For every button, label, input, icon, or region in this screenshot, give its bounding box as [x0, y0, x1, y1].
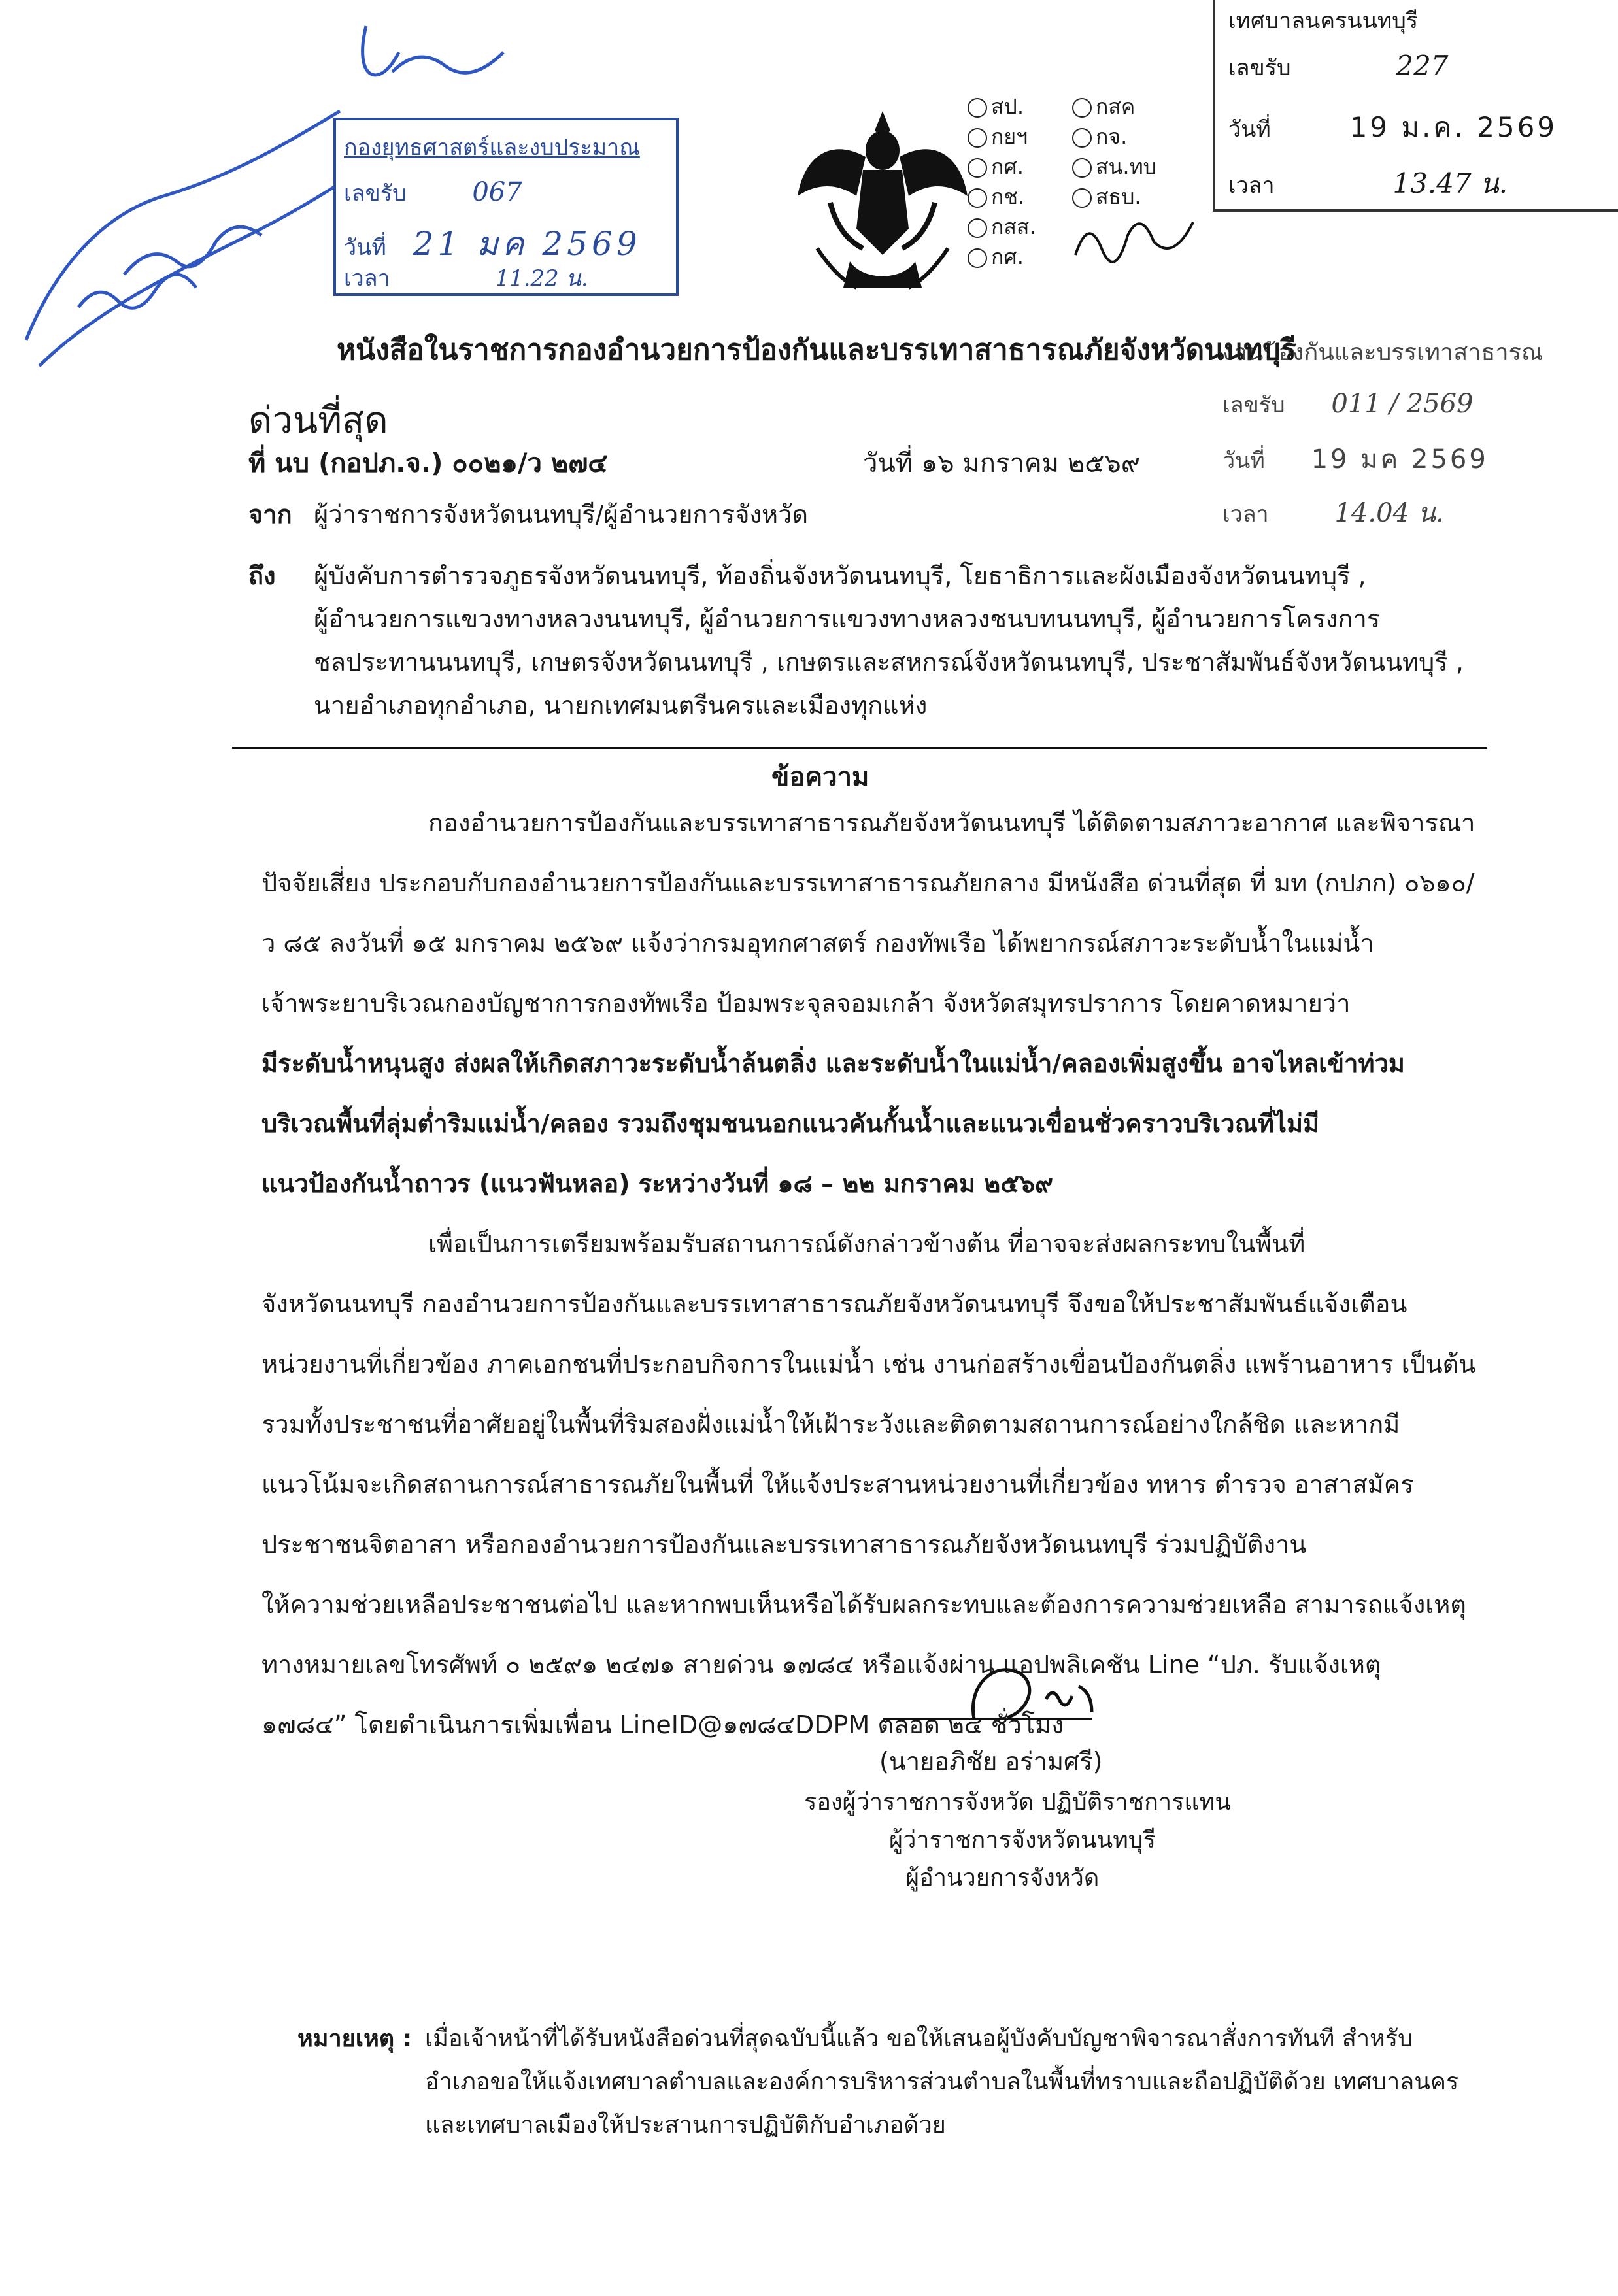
paragraph-1-line: บริเวณพื้นที่ลุ่มต่ำริมแม่น้ำ/คลอง รวมถึงชุมชนนอกแนวคันกั้นน้ำและแนวเขื่อนชั่วคราวบริเวณที่ไม่มี	[261, 1109, 1320, 1138]
routing-item: สน.ทบ	[1096, 154, 1156, 179]
budget-stamp-date-value: 21 มค 2569	[413, 225, 641, 263]
routing-item: สธบ.	[1096, 184, 1141, 209]
signer-position: รองผู้ว่าราชการจังหวัด ปฏิบัติราชการแทน	[804, 1789, 1231, 1816]
municipality-stamp-number-value: 227	[1396, 50, 1449, 82]
from-value: ผู้ว่าราชการจังหวัดนนทบุรี/ผู้อำนวยการจังหวัด	[314, 500, 809, 529]
urgency-label: ด่วนที่สุด	[248, 399, 388, 442]
checkbox-icon[interactable]	[968, 158, 987, 178]
municipality-stamp-number-label: เลขรับ	[1228, 55, 1291, 81]
paragraph-2-line: ทางหมายเลขโทรศัพท์ ๐ ๒๕๙๑ ๒๔๗๑ สายด่วน ๑๗๘๔ หรือแจ้งผ่าน แอปพลิเคชัน Line “ปภ. รับแจ้งเหตุ	[261, 1650, 1381, 1679]
note-line: เมื่อเจ้าหน้าที่ได้รับหนังสือด่วนที่สุดฉบับนี้แล้ว ขอให้เสนอผู้บังคับบัญชาพิจารณาสั่งการทันที สำหรับ	[425, 2025, 1413, 2052]
paragraph-1-line: ปัจจัยเสี่ยง ประกอบกับกองอำนวยการป้องกันและบรรเทาสาธารณภัยกลาง มีหนังสือ ด่วนที่สุด ที่ มท (กปภก) ๐๖๑๐/	[261, 869, 1475, 897]
checkbox-icon[interactable]	[1072, 188, 1092, 208]
routing-checklist	[968, 92, 1216, 288]
paragraph-2-line: จังหวัดนนทบุรี กองอำนวยการป้องกันและบรรเทาสาธารณภัยจังหวัดนนทบุรี จึงขอให้ประชาสัมพันธ์แจ้งเตือน	[261, 1289, 1407, 1318]
reference-number: ที่ นบ (กอปภ.จ.) ๐๐๒๑/ว ๒๗๔	[248, 448, 608, 478]
checkbox-icon[interactable]	[1072, 128, 1092, 148]
paragraph-1-line: ว ๘๕ ลงวันที่ ๑๕ มกราคม ๒๕๖๙ แจ้งว่ากรมอุทกศาสตร์ กองทัพเรือ ได้พยากรณ์สภาวะระดับน้ำในแม่น้ำ	[261, 929, 1374, 957]
paragraph-2-line: แนวโน้มจะเกิดสถานการณ์สาธารณภัยในพื้นที่ ให้แจ้งประสานหน่วยงานที่เกี่ยวข้อง ทหาร ตำรวจ อาสาสมัคร	[261, 1470, 1414, 1499]
paragraph-2-line: หน่วยงานที่เกี่ยวข้อง ภาคเอกชนที่ประกอบกิจการในแม่น้ำ เช่น งานก่อสร้างเขื่อนป้องกันตลิ่ง แพร้านอาหาร เป็นต้น	[261, 1350, 1476, 1378]
paragraph-2-line: เพื่อเป็นการเตรียมพร้อมรับสถานการณ์ดังกล่าวข้างต้น ที่อาจจะส่งผลกระทบในพื้นที่	[428, 1229, 1306, 1258]
disaster-stamp-time-value: 14.04 น.	[1334, 498, 1444, 528]
routing-item: สป.	[991, 94, 1024, 119]
document-date: วันที่ ๑๖ มกราคม ๒๕๖๙	[863, 448, 1141, 478]
disaster-stamp-number-value: 011 / 2569	[1331, 389, 1474, 419]
disaster-stamp-number-label: เลขรับ	[1222, 392, 1285, 418]
paragraph-2-line: รวมทั้งประชาชนที่อาศัยอยู่ในพื้นที่ริมสองฝั่งแม่น้ำให้เฝ้าระวังและติดตามสถานการณ์อย่างใกล้ชิด และหากมี	[261, 1410, 1400, 1439]
checkbox-icon[interactable]	[968, 128, 987, 148]
routing-item: กจ.	[1096, 124, 1128, 149]
signer-position: ผู้อำนวยการจังหวัด	[905, 1865, 1100, 1891]
municipality-stamp	[1213, 0, 1618, 212]
paragraph-1-line: เจ้าพระยาบริเวณกองบัญชาการกองทัพเรือ ป้อมพระจุลจอมเกล้า จังหวัดสมุทรปราการ โดยคาดหมายว่า	[261, 989, 1351, 1018]
note-label: หมายเหตุ :	[297, 2025, 413, 2052]
checkbox-icon[interactable]	[968, 98, 987, 118]
paragraph-1-line: กองอำนวยการป้องกันและบรรเทาสาธารณภัยจังหวัดนนทบุรี ได้ติดตามสภาวะอากาศ และพิจารณา	[428, 808, 1475, 837]
note-line: อำเภอขอให้แจ้งเทศบาลตำบลและองค์การบริหารส่วนตำบลในพื้นที่ทราบและถือปฏิบัติด้วย เทศบาลนคร	[425, 2069, 1459, 2095]
budget-stamp-number-value: 067	[472, 177, 522, 207]
routing-item: กสค	[1096, 94, 1136, 119]
to-line: ผู้บังคับการตำรวจภูธรจังหวัดนนทบุรี, ท้องถิ่นจังหวัดนนทบุรี, โยธาธิการและผังเมืองจังหวัดนนทบุรี ,	[314, 561, 1366, 590]
budget-stamp	[333, 118, 679, 296]
municipality-stamp-time-label: เวลา	[1228, 173, 1275, 199]
paragraph-2-line: ๑๗๘๔” โดยดำเนินการเพิ่มเพื่อน LineID@๑๗๘๔DDPM ตลอด ๒๔ ชั่วโมง	[261, 1710, 1064, 1739]
paragraph-2-line: ประชาชนจิตอาสา หรือกองอำนวยการป้องกันและบรรเทาสาธารณภัยจังหวัดนนทบุรี ร่วมปฏิบัติงาน	[261, 1530, 1307, 1559]
note-line: และเทศบาลเมืองให้ประสานการปฏิบัติกับอำเภอด้วย	[425, 2112, 946, 2138]
budget-stamp-title: กองยุทธศาสตร์และงบประมาณ	[344, 135, 640, 161]
paragraph-1-line: แนวป้องกันน้ำถาวร (แนวฟันหลอ) ระหว่างวันที่ ๑๘ – ๒๒ มกราคม ๒๕๖๙	[261, 1169, 1053, 1198]
to-label: ถึง	[248, 561, 276, 590]
checkbox-icon[interactable]	[968, 188, 987, 208]
signer-name: (นายอภิชัย อร่ามศรี)	[879, 1747, 1103, 1776]
disaster-stamp-title: งานป้องกันและบรรเทาสาธารณ	[1222, 339, 1543, 366]
to-line: นายอำเภอทุกอำเภอ, นายกเทศมนตรีนครและเมืองทุกแห่ง	[314, 691, 928, 720]
document-heading: หนังสือในราชการกองอำนวยการป้องกันและบรรเทาสาธารณภัยจังหวัดนนทบุรี	[337, 333, 1296, 367]
budget-stamp-date-label: วันที่	[344, 235, 386, 261]
paragraph-2-line: ให้ความช่วยเหลือประชาชนต่อไป และหากพบเห็นหรือได้รับผลกระทบและต้องการความช่วยเหลือ สามารถแจ้งเหตุ	[261, 1590, 1466, 1619]
municipality-stamp-date-value: 19 ม.ค. 2569	[1349, 111, 1558, 143]
municipality-stamp-date-label: วันที่	[1228, 116, 1271, 142]
header-divider	[232, 747, 1487, 749]
routing-item: กช.	[991, 184, 1025, 209]
budget-stamp-time-label: เวลา	[344, 265, 390, 291]
disaster-stamp-time-label: เวลา	[1222, 501, 1269, 527]
checkbox-icon[interactable]	[1072, 158, 1092, 178]
signature	[876, 1647, 1151, 1732]
message-title: ข้อความ	[771, 762, 869, 792]
budget-stamp-time-value: 11.22 น.	[495, 265, 588, 291]
routing-item: กสส.	[991, 214, 1036, 239]
checkbox-icon[interactable]	[968, 218, 987, 238]
routing-item: กศ.	[991, 244, 1024, 269]
to-line: ผู้อำนวยการแขวงทางหลวงนนทบุรี, ผู้อำนวยการแขวงทางหลวงชนบทนนทบุรี, ผู้อำนวยการโครงการ	[314, 605, 1381, 633]
municipality-stamp-time-value: 13.47 น.	[1392, 167, 1508, 199]
to-line: ชลประทานนนทบุรี, เกษตรจังหวัดนนทบุรี , เกษตรและสหกรณ์จังหวัดนนทบุรี, ประชาสัมพันธ์จังหวัดนนทบุรี ,	[314, 648, 1464, 676]
routing-item: กยฯ	[991, 124, 1028, 149]
budget-stamp-number-label: เลขรับ	[344, 180, 407, 207]
routing-scribble	[1072, 209, 1203, 268]
paragraph-1-line: มีระดับน้ำหนุนสูง ส่งผลให้เกิดสภาวะระดับน้ำล้นตลิ่ง และระดับน้ำในแม่น้ำ/คลองเพิ่มสูงขึ้น อาจไหลเข้าท่วม	[261, 1049, 1405, 1078]
from-label: จาก	[248, 500, 292, 529]
checkbox-icon[interactable]	[1072, 98, 1092, 118]
checkbox-icon[interactable]	[968, 248, 987, 268]
garuda-emblem	[791, 98, 974, 294]
disaster-stamp-date-value: 19 มค 2569	[1311, 444, 1489, 474]
routing-item: กศ.	[991, 154, 1024, 179]
disaster-stamp-date-label: วันที่	[1222, 448, 1265, 474]
municipality-stamp-title: เทศบาลนครนนทบุรี	[1228, 8, 1419, 34]
signer-position: ผู้ว่าราชการจังหวัดนนทบุรี	[889, 1827, 1156, 1854]
